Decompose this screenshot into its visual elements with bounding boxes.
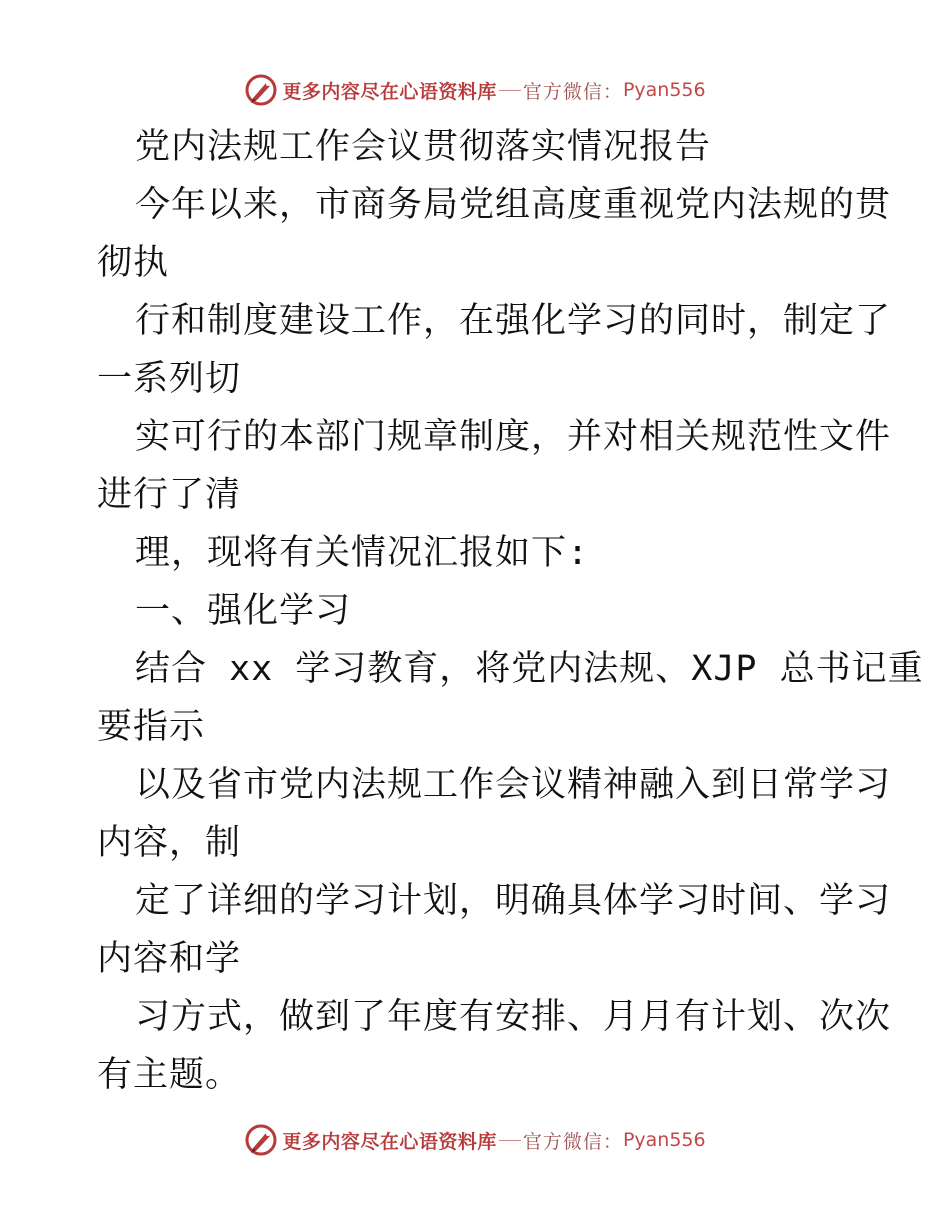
watermark-main-text: 更多内容尽在心语资料库 bbox=[282, 80, 497, 103]
text-line: 彻执 bbox=[97, 243, 170, 283]
text-line: 要指示 bbox=[97, 707, 206, 747]
watermark-dash bbox=[499, 90, 521, 91]
pen-logo-icon bbox=[244, 73, 278, 107]
watermark-id-text: Pyan556 bbox=[622, 79, 706, 101]
text-line: 习方式，做到了年度有安排、月月有计划、次次 bbox=[135, 997, 892, 1037]
document-body bbox=[97, 118, 924, 1104]
text-line: 理，现将有关情况汇报如下: bbox=[135, 533, 590, 573]
text-line: 内容，制 bbox=[97, 823, 242, 863]
watermark-id-text: Pyan556 bbox=[622, 1129, 706, 1151]
text-line: 行和制度建设工作，在强化学习的同时，制定了 bbox=[135, 301, 892, 341]
text-line: 今年以来，市商务局党组高度重视党内法规的贯 bbox=[135, 185, 892, 225]
document-title: 党内法规工作会议贯彻落实情况报告 bbox=[135, 127, 712, 167]
header-watermark bbox=[0, 70, 950, 110]
watermark-sub-text: 官方微信： bbox=[522, 80, 623, 103]
text-line: 内容和学 bbox=[97, 939, 242, 979]
text-line: 有主题。 bbox=[97, 1055, 242, 1095]
footer-watermark bbox=[0, 1120, 950, 1160]
pen-logo-icon bbox=[244, 1123, 278, 1157]
watermark-main-text: 更多内容尽在心语资料库 bbox=[282, 1130, 497, 1153]
watermark-dash bbox=[499, 1140, 521, 1141]
watermark-sub-text: 官方微信： bbox=[522, 1130, 623, 1153]
text-line: 一系列切 bbox=[97, 359, 242, 399]
text-line: 结合 xx 学习教育，将党内法规、XJP 总书记重 bbox=[135, 649, 924, 689]
text-line: 以及省市党内法规工作会议精神融入到日常学习 bbox=[135, 765, 892, 805]
section-heading: 一、强化学习 bbox=[135, 591, 352, 631]
text-line: 实可行的本部门规章制度，并对相关规范性文件 bbox=[135, 417, 892, 457]
text-line: 进行了清 bbox=[97, 475, 242, 515]
text-line: 定了详细的学习计划，明确具体学习时间、学习 bbox=[135, 881, 892, 921]
